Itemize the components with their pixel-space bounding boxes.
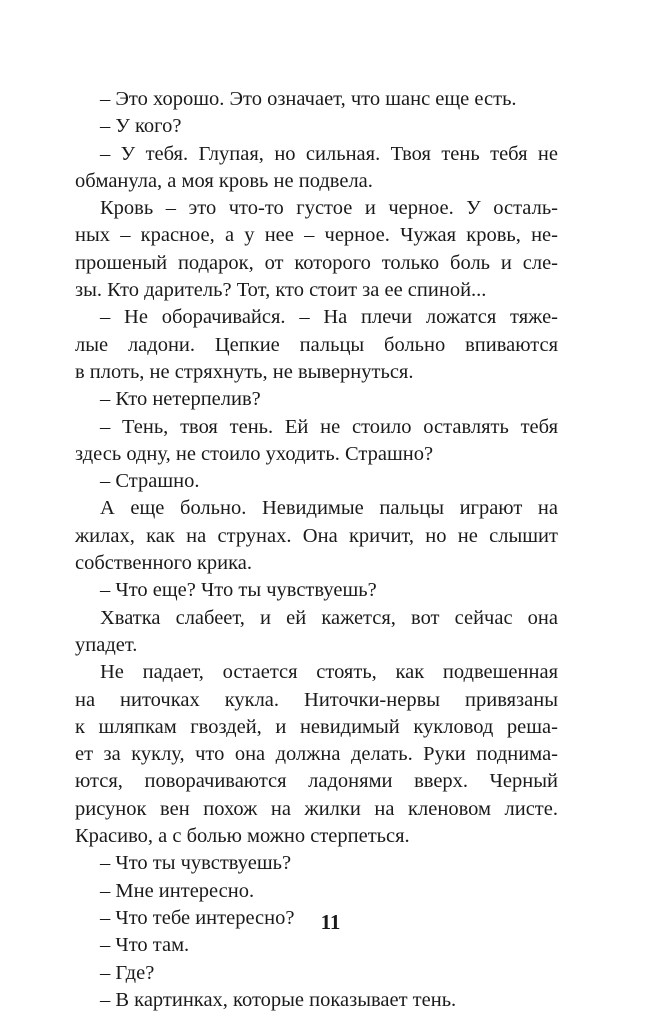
- text-line: А еще больно. Невидимые пальцы играют на: [100, 497, 558, 520]
- book-page-text: [75, 86, 558, 1014]
- text-line: Красиво, а с болью можно стерпеться.: [75, 825, 410, 848]
- text-line: ных – красное, а у нее – черное. Чужая кровь, не-: [75, 224, 558, 247]
- text-line: – Не оборачивайся. – На плечи ложатся тяже-: [100, 306, 558, 329]
- text-line: – Мне интересно.: [100, 879, 255, 902]
- text-line: собственного крика.: [75, 552, 253, 575]
- text-line: – Где?: [100, 961, 155, 984]
- text-line: – Кто нетерпелив?: [100, 388, 261, 411]
- text-line: Кровь – это что-то густое и черное. У осталь-: [100, 197, 558, 220]
- text-line: ются, поворачиваются ладонями вверх. Черный: [75, 770, 558, 793]
- text-line: – Что ты чувствуешь?: [100, 852, 292, 875]
- text-line: к шляпкам гвоздей, и невидимый кукловод реша-: [75, 715, 558, 738]
- text-line: ет за куклу, что она должна делать. Руки поднима-: [75, 743, 558, 766]
- text-line: упадет.: [75, 633, 138, 656]
- text-line: – Страшно.: [100, 470, 200, 493]
- page-number: 11: [320, 910, 341, 934]
- text-line: – Это хорошо. Это означает, что шанс еще есть.: [100, 88, 517, 110]
- text-line: на ниточках кукла. Ниточки-нервы привязаны: [75, 688, 558, 711]
- text-line: в плоть, не стряхнуть, не вывернуться.: [75, 360, 414, 383]
- text-line: здесь одну, не стоило уходить. Страшно?: [75, 442, 434, 465]
- text-line: Не падает, остается стоять, как подвешенная: [100, 661, 558, 684]
- text-line: лые ладони. Цепкие пальцы больно впиваются: [75, 333, 558, 356]
- text-line: Хватка слабеет, и ей кажется, вот сейчас она: [100, 606, 558, 629]
- text-line: – Что там.: [100, 934, 190, 957]
- text-line: прошеный подарок, от которого только боль и слe-: [75, 251, 558, 274]
- text-line: – Тень, твоя тень. Ей не стоило оставлять тебя: [100, 415, 558, 438]
- text-line: – У тебя. Глупая, но сильная. Твоя тень тебя не: [100, 142, 558, 165]
- text-line: рисунок вен похож на жилки на кленовом листе.: [75, 797, 558, 820]
- text-line: – У кого?: [100, 115, 182, 138]
- text-line: – В картинках, которые показывает тень.: [100, 988, 457, 1011]
- text-line: зы. Кто даритель? Тот, кто стоит за ее спиной...: [75, 279, 487, 302]
- text-line: – Что тебе интересно?: [100, 906, 295, 929]
- text-line: обманула, а моя кровь не подвела.: [75, 169, 373, 192]
- text-line: – Что еще? Что ты чувствуешь?: [100, 579, 377, 602]
- text-line: жилах, как на струнах. Она кричит, но не слышит: [75, 524, 558, 547]
